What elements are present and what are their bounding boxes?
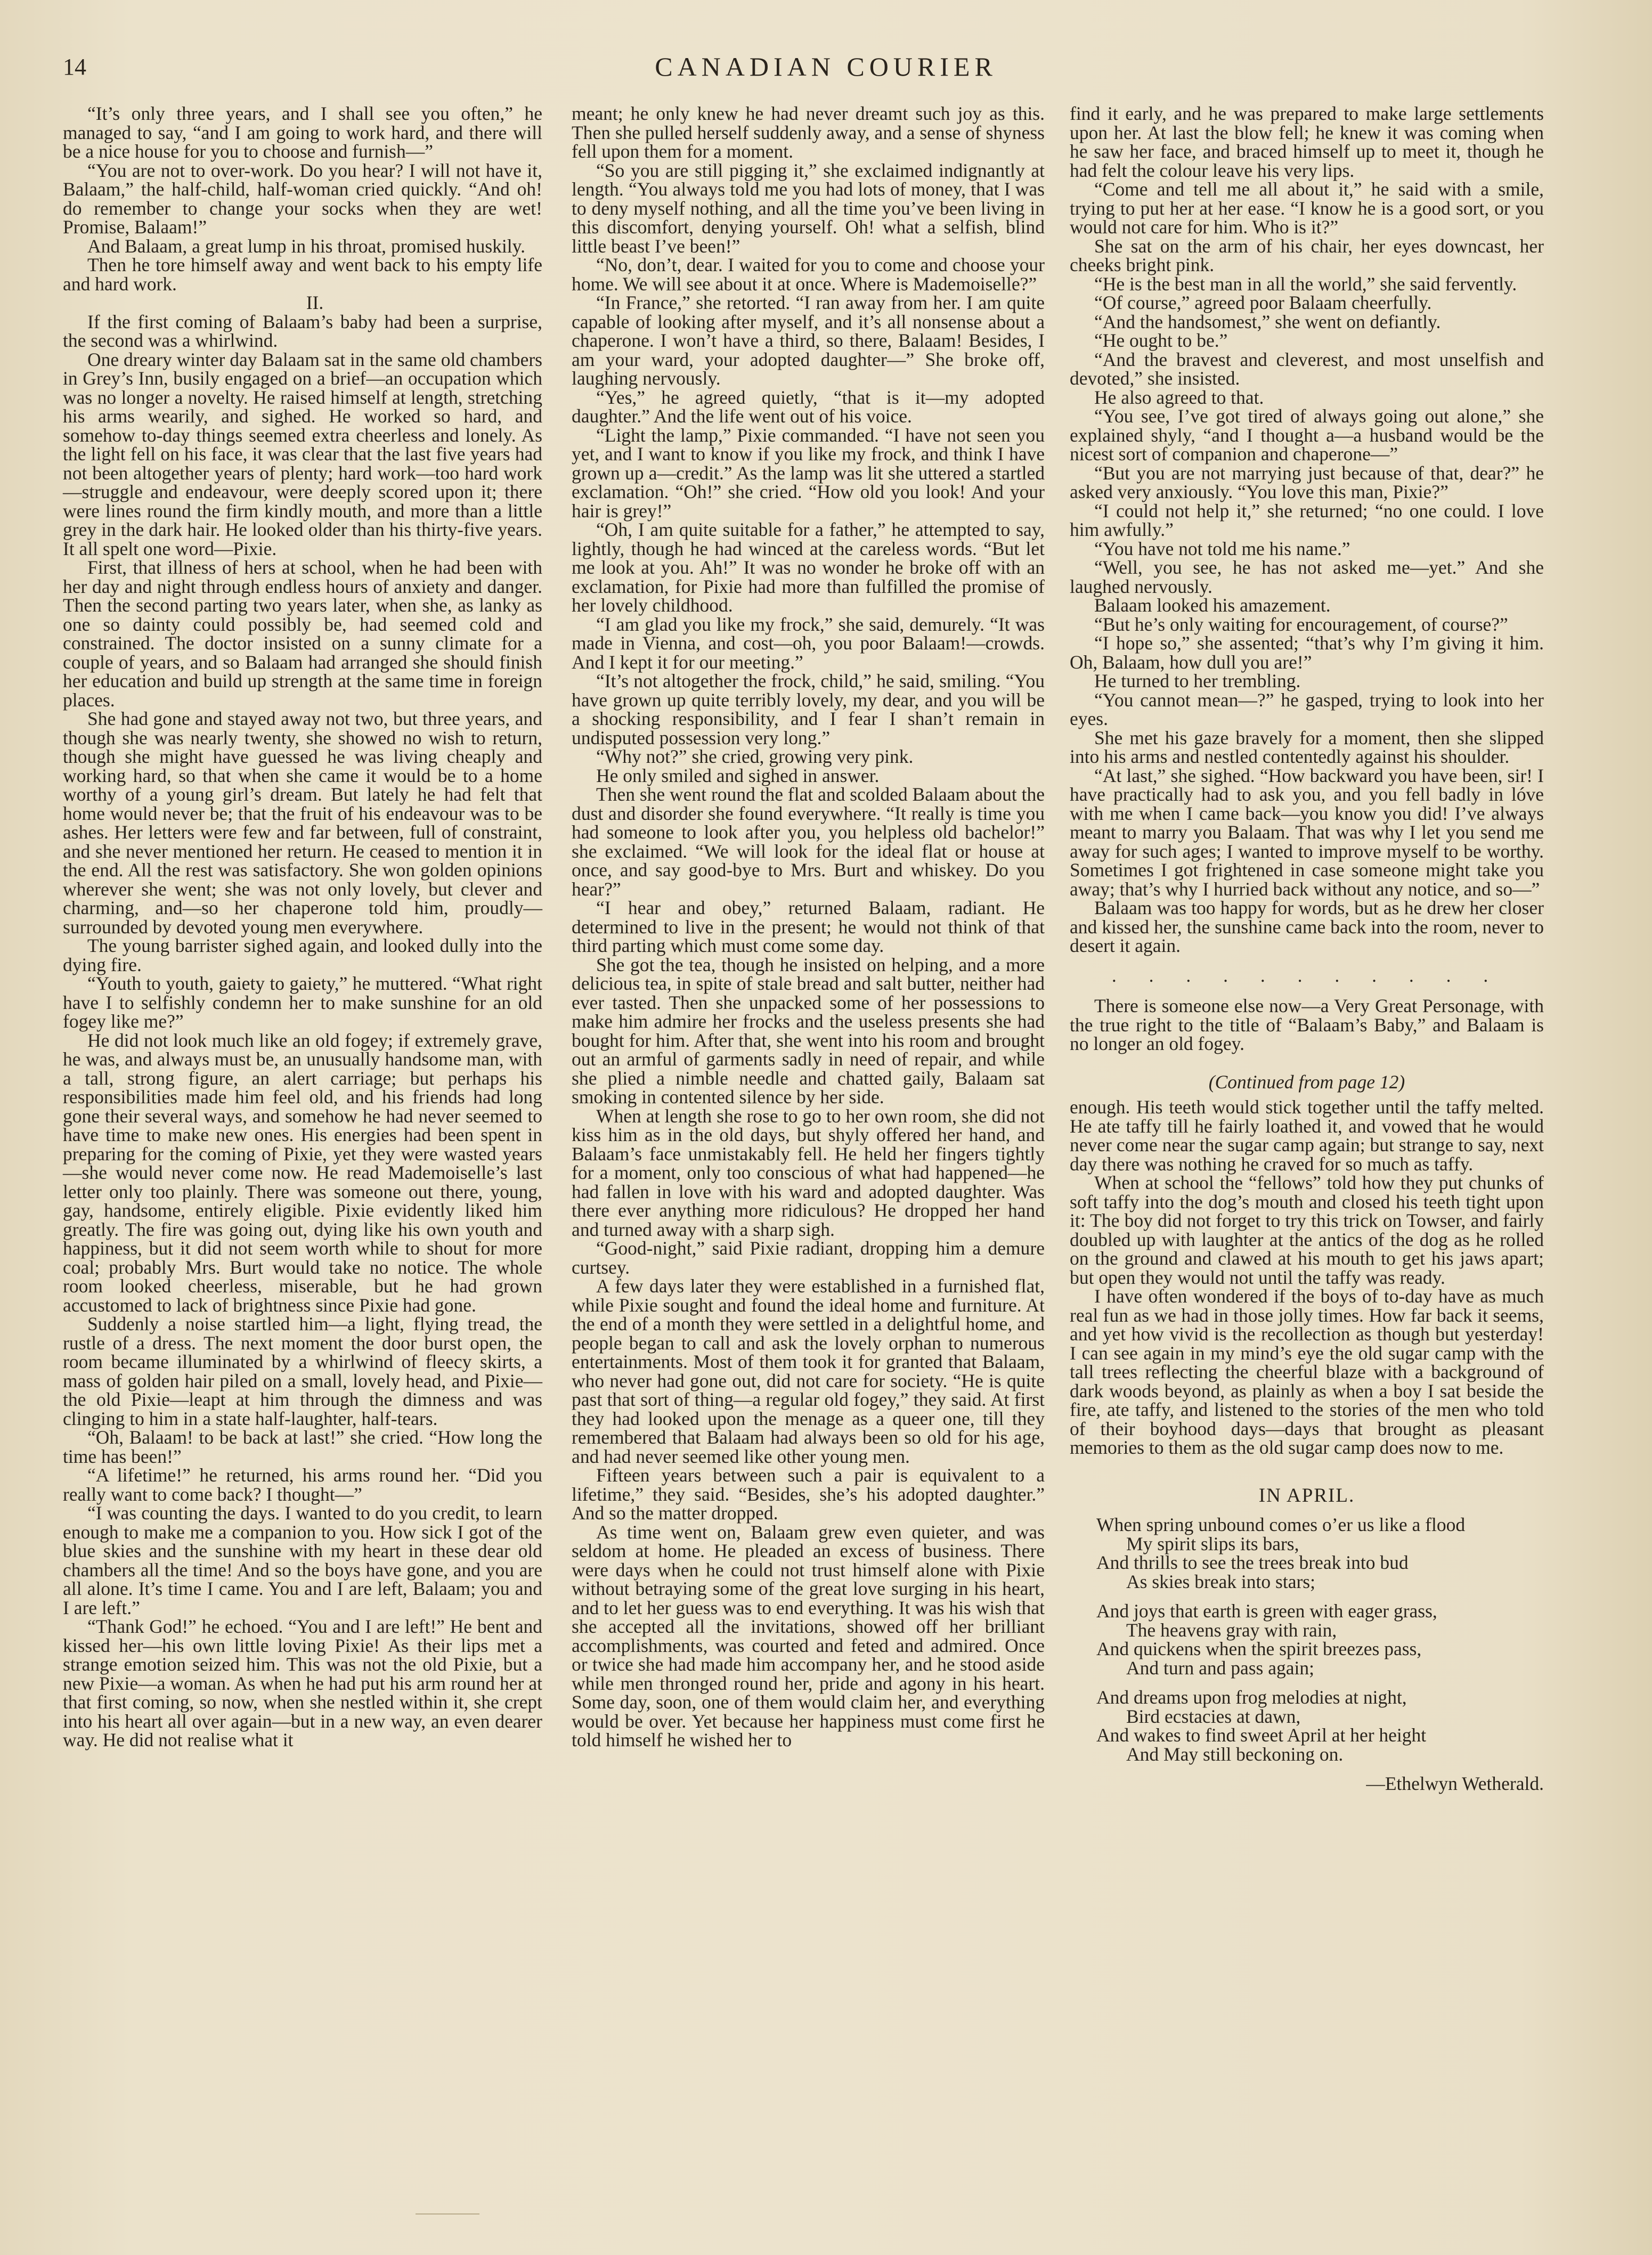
paragraph: “But you are not marrying just because of that, dear?” he asked very anxiously. “You love this man, Pixie?” — [1070, 462, 1544, 502]
paragraph: First, that illness of hers at school, when he had been with her day and night through endless hours of anxiety and danger. Then the second parting two years later, when she, as lanky as one so dainty could possibly be, had seemed cold and constrained. The doctor insisted on a sunny climate for a couple of years, and so Balaam had arranged she should finish her education and build up strength at the same time in foreign places. — [63, 557, 542, 711]
paragraph: “No, don’t, dear. I waited for you to come and choose your home. We will see about it at once. Where is Mademoiselle?” — [572, 254, 1045, 295]
paragraph: He did not look much like an old fogey; if extremely grave, he was, and always must be, an unusually handsome man, with a tall, strong figure, an alert carriage; but perhaps his responsibilities made him feel old, and his friends had long gone their several ways, and somehow he had never seemed to have time to make new ones. His energies had been spent in preparing for the coming of Pixie, yet they were wasted years—she would never come now. He read Mademoiselle’s last letter only too plainly. There was someone out there, young, gay, handsome, entirely eligible. Pixie evidently liked him greatly. The fire was going out, dying like his own youth and happiness, but it did not seem worth while to shout for more coal; probably Mrs. Burt would take no notice. The whole room looked cheerless, miserable, but he had grown accustomed to lack of brightness since Pixie had gone. — [63, 1029, 542, 1316]
column-2 — [572, 104, 1045, 1750]
paragraph: She had gone and stayed away not two, but three years, and though she was nearly twenty, she showed no wish to return, though she might have guessed he was living cheaply and working hard, so that when she came it would be to a home worthy of a young girl’s dream. But lately he had felt that home would never be; that the fruit of his endeavour was to be ashes. Her letters were few and far between, full of constraint, and she never mentioned her return. He ceased to mention it in the end. All the rest was satisfactory. She won golden opinions wherever she went; she was not only lovely, but clever and charming, and—so her chaperone told him, proudly—surrounded by devoted young men everywhere. — [63, 708, 542, 938]
poem-title: IN APRIL. — [1258, 1484, 1355, 1507]
column-1 — [63, 104, 542, 1750]
continued-from-note: (Continued from page 12) — [1208, 1071, 1405, 1093]
paragraph: “And the handsomest,” she went on defiantly. — [1094, 311, 1441, 332]
paragraph: “He ought to be.” — [1094, 330, 1228, 351]
paragraph: I have often wondered if the boys of to-day have as much real fun as we had in those jolly times. How far back it seems, and yet how vivid is the recollection as though but yesterday! I can see again in my mind’s eye the old sugar camp with the tall trees reflecting the cheerful blaze with a background of dark woods beyond, as plainly as when a boy I sat beside the fire, ate taffy, and listened to the stories of the men who told of their boyhood days—days that brought as pleasant memories to them as the old sugar camp does now to me. — [1070, 1285, 1544, 1458]
paragraph: meant; he only knew he had never dreamt such joy as this. Then she pulled herself suddenly away, and a sense of shyness fell upon them for a moment. — [572, 103, 1045, 162]
poem-line: When spring unbound comes o’er us like a flood — [1096, 1514, 1466, 1535]
poem-line: And wakes to find sweet April at her height — [1096, 1724, 1427, 1746]
paragraph: Fifteen years between such a pair is equivalent to a lifetime,” they said. “Besides, she’s his adopted daughter.” And so the matter dropped. — [572, 1464, 1045, 1524]
paragraph: “Of course,” agreed poor Balaam cheerfully. — [1094, 292, 1432, 313]
paragraph: There is someone else now—a Very Great Personage, with the true right to the title of “Balaam’s Baby,” and Balaam is no longer an old fogey. — [1070, 995, 1544, 1054]
poem-line: And May still beckoning on. — [1126, 1743, 1344, 1765]
paragraph: “You are not to over-work. Do you hear? I will not have it, Balaam,” the half-child, half-woman cried quickly. “And oh! do remember to change your socks when they are wet! Promise, Balaam!” — [63, 159, 542, 238]
paragraph: Balaam looked his amazement. — [1094, 595, 1331, 616]
paragraph: “So you are still pigging it,” she exclaimed indignantly at length. “You always told me you had lots of money, that I was to deny myself nothing, and all the time you’ve been living in this discomfort, denying yourself. Oh! what a selfish, blind little beast I’ve been!” — [572, 159, 1045, 257]
paragraph: As time went on, Balaam grew even quieter, and was seldom at home. He pleaded an excess of business. There were days when he could not trust himself alone with Pixie without betraying some of the great love surging in his heart, and to let her guess was to end everything. It was his wish that she accepted all the invitations, showed off her brilliant accomplishments, was courted and feted and admired. Once or twice she had made him accompany her, and he stood aside while men thronged round her, pride and agony in his heart. Some day, soon, one of them would claim her, and everything would be over. Yet because her happiness must come first he told himself he wished her to — [572, 1521, 1045, 1751]
poem-line: And thrills to see the trees break into bud — [1096, 1552, 1409, 1573]
paragraph: A few days later they were established in a furnished flat, while Pixie sought and found the ideal home and furniture. At the end of a month they were settled in a delightful home, and people began to call and ask the lovely orphan to numerous entertainments. Most of them took it for granted that Balaam, who never had gone out, did not care for society. “He is quite past that sort of thing—a regular old fogey,” they said. At first they had looked upon the menage as a queer one, till they remembered that Balaam had always been so old for his age, and had never seemed like other young men. — [572, 1275, 1045, 1467]
poem-line: As skies break into stars; — [1126, 1570, 1315, 1592]
paragraph: She sat on the arm of his chair, her eyes downcast, her cheeks bright pink. — [1070, 235, 1544, 275]
paragraph: “I hear and obey,” returned Balaam, radiant. He determined to live in the present; he would not think of that third parting which must come some day. — [572, 897, 1045, 956]
paragraph: One dreary winter day Balaam sat in the same old chambers in Grey’s Inn, busily engaged on a brief—an occupation which was no longer a novelty. He raised himself at length, stretching his arms wearily, and sighed. He worked so hard, and somehow to-day things seemed extra cheerless and lonely. As the light fell on his face, it was clear that the last five years had not been altogether years of plenty; hard work—too hard work—struggle and endeavour, were deeply scored upon it; there were lines round the firm kindly mouth, and more than a little grey in the dark hair. He looked older than his thirty-five years. It all spelt one word—Pixie. — [63, 348, 542, 559]
poem-line: The heavens gray with rain, — [1126, 1619, 1337, 1641]
paragraph: “Oh, I am quite suitable for a father,” he attempted to say, lightly, though he had winced at the careless words. “But let me look at you. Ah!” It was no wonder he broke off with an exclamation, for Pixie had more than fulfilled the promise of her lovely childhood. — [572, 519, 1045, 616]
paragraph: “You cannot mean—?” he gasped, trying to look into her eyes. — [1070, 689, 1544, 729]
paragraph: He only smiled and sighed in answer. — [596, 764, 880, 786]
paragraph: He also agreed to that. — [1094, 386, 1264, 408]
poem-line: And quickens when the spirit breezes pass, — [1096, 1638, 1422, 1659]
paragraph: She met his gaze bravely for a moment, then she slipped into his arms and nestled contentedly against his shoulder. — [1070, 727, 1544, 767]
paragraph: “I could not help it,” she returned; “no one could. I love him awfully.” — [1070, 500, 1544, 540]
paragraph: “And the bravest and cleverest, and most unselfish and devoted,” she insisted. — [1070, 348, 1544, 389]
section-break-dots: . . . . . . . . . . . — [1111, 964, 1502, 986]
page-number: 14 — [63, 54, 86, 80]
poem-stanza — [1096, 1516, 1544, 1591]
paragraph: “I am glad you like my frock,” she said, demurely. “It was made in Vienna, and cost—oh, you poor Balaam!—crowds. And I kept it for our meeting.” — [572, 613, 1045, 673]
poem-line: And joys that earth is green with eager grass, — [1096, 1600, 1437, 1622]
poem-author: —Ethelwyn Wetherald. — [1366, 1773, 1544, 1794]
paragraph: “But he’s only waiting for encouragement, of course?” — [1094, 613, 1508, 635]
poem — [1096, 1516, 1544, 1794]
poem-line: Bird ecstacies at dawn, — [1126, 1705, 1301, 1727]
paragraph: He turned to her trembling. — [1094, 670, 1301, 691]
paragraph: Suddenly a noise startled him—a light, flying tread, the rustle of a dress. The next moment the door burst open, the room became illuminated by a whirlwind of fleecy skirts, a mass of golden hair piled on a small, lovely head, and Pixie—the old Pixie—leapt at him through the dimness and was clinging to him in a state half-laughter, half-tears. — [63, 1313, 542, 1429]
paragraph: “Thank God!” he echoed. “You and I are left!” He bent and kissed her—his own little loving Pixie! As their lips met a strange emotion seized him. This was not the old Pixie, but a new Pixie—a woman. As when he had put his arm round her at that first coming, so now, when she nestled within it, she crept into his heart all over again—but in a new way, an even dearer way. He did not realise what it — [63, 1616, 542, 1751]
paragraph: “It’s not altogether the frock, child,” he said, smiling. “You have grown up quite terribly lovely, my dear, and you will be a shocking responsibility, and I fear I shan’t remain in undisputed possession very long.” — [572, 670, 1045, 748]
paragraph: She got the tea, though he insisted on helping, and a more delicious tea, in spite of stale bread and salt butter, neither had ever tasted. Then she unpacked some of her possessions to make him admire her frocks and the useless presents she had bought for him. After that, she went into his room and brought out an armful of garments sadly in need of repair, and while she plied a nimble needle and chatted gaily, Balaam sat smoking in contented silence by her side. — [572, 954, 1045, 1108]
masthead: CANADIAN COURIER — [655, 52, 997, 82]
paragraph: When at length she rose to go to her own room, she did not kiss him as in the old days, but shyly offered her hand, and Balaam’s face unmistakably fell. He held her fingers tightly for a moment, only too conscious of what had happened—he had fallen in love with his ward and adopted daughter. Was there ever anything more ridiculous? He dropped her hand and turned away with a sharp sigh. — [572, 1105, 1045, 1240]
paragraph: “In France,” she retorted. “I ran away from her. I am quite capable of looking after myself, and it’s all nonsense about a chaperone. I won’t have a third, so there, Balaam! Besides, I am your ward, your adopted daughter—” She broke off, laughing nervously. — [572, 292, 1045, 389]
paragraph: “Good-night,” said Pixie radiant, dropping him a demure curtsey. — [572, 1238, 1045, 1278]
paragraph: “You see, I’ve got tired of always going out alone,” she explained shyly, “and I thought a—a husband would be the nicest sort of companion and chaperone—” — [1070, 405, 1544, 465]
paragraph: “I hope so,” she assented; “that’s why I’m giving it him. Oh, Balaam, how dull you are!” — [1070, 632, 1544, 673]
paragraph: Then she went round the flat and scolded Balaam about the dust and disorder she found everywhere. “It really is time you had someone to look after you, you helpless old bachelor!” she exclaimed. “We will look for the ideal flat or house at once, and say good-bye to Mrs. Burt and whiskey. Do you hear?” — [572, 784, 1045, 900]
paragraph: And Balaam, a great lump in his throat, promised huskily. — [87, 235, 525, 257]
paragraph: “Come and tell me all about it,” he said with a smile, trying to put her at her ease. “I know he is a good sort, or you would not care for him. Who is it?” — [1070, 178, 1544, 238]
paragraph: The young barrister sighed again, and looked dully into the dying fire. — [63, 935, 542, 975]
column-3 — [1070, 104, 1544, 1794]
paragraph: find it early, and he was prepared to make large settlements upon her. At last the blow fell; he knew it was coming when he saw her face, and braced himself up to meet it, though he had felt the colour leave his very lips. — [1070, 103, 1544, 181]
paragraph: When at school the “fellows” told how they put chunks of soft taffy into the dog’s mouth and closed his teeth tight upon it: The boy did not forget to try this trick on Towser, and fairly doubled up with laughter at the antics of the dog as he rolled on the ground and clawed at his mouth to get his jaws apart; but open they would not until the taffy was ready. — [1070, 1172, 1544, 1288]
paragraph: “Light the lamp,” Pixie commanded. “I have not seen you yet, and I want to know if you like my frock, and think I have grown up a—credit.” As the lamp was lit she uttered a startled exclamation. “Oh!” she cried. “How old you look! And your hair is grey!” — [572, 424, 1045, 522]
paragraph: “Oh, Balaam! to be back at last!” she cried. “How long the time has been!” — [63, 1427, 542, 1467]
paragraph: “Well, you see, he has not asked me—yet.” And she laughed nervously. — [1070, 557, 1544, 597]
paragraph: enough. His teeth would stick together until the taffy melted. He ate taffy till he fairly loathed it, and vowed that he would never come near the sugar camp again; but strange to say, next day there was nothing he craved for so much as taffy. — [1070, 1096, 1544, 1175]
paragraph: “Yes,” he agreed quietly, “that is it—my adopted daughter.” And the life went out of his voice. — [572, 386, 1045, 427]
poem-line: And dreams upon frog melodies at night, — [1096, 1687, 1407, 1708]
paragraph: “At last,” she sighed. “How backward you have been, sir! I have practically had to ask you, and you fell badly in lóve with me when I came back—you know you did! I’ve always meant to marry you Balaam. That was why I let you send me away for such ages; I wanted to improve myself to be worthy. Sometimes I got frightened in case someone might take you away; that’s why I hurried back without any notice, and so—” — [1070, 764, 1544, 900]
bottom-rule — [416, 2213, 479, 2215]
paragraph: “Why not?” she cried, growing very pink. — [596, 746, 914, 767]
paragraph: Balaam was too happy for words, but as he drew her closer and kissed her, the sunshine came back into the room, never to desert it again. — [1070, 897, 1544, 956]
paragraph: “It’s only three years, and I shall see you often,” he managed to say, “and I am going to work hard, and there will be a nice house for you to choose and furnish—” — [63, 103, 542, 162]
paragraph: Then he tore himself away and went back to his empty life and hard work. — [63, 254, 542, 295]
paragraph: “A lifetime!” he returned, his arms round her. “Did you really want to come back? I thought—” — [63, 1464, 542, 1505]
poem-stanza — [1096, 1688, 1544, 1764]
paragraph: “You have not told me his name.” — [1094, 538, 1350, 559]
poem-line: And turn and pass again; — [1126, 1657, 1314, 1679]
paragraph: “I was counting the days. I wanted to do you credit, to learn enough to make me a companion to you. How sick I got of the blue skies and the sunshine with my heart in these dear old chambers all the time! And so the boys have gone, and you are all alone. It’s time I came. You and I are left, Balaam; you and I are left.” — [63, 1502, 542, 1618]
poem-stanza — [1096, 1602, 1544, 1678]
paragraph: If the first coming of Balaam’s baby had been a surprise, the second was a whirlwind. — [63, 311, 542, 351]
poem-line: My spirit slips its bars, — [1126, 1533, 1299, 1554]
paragraph: “He is the best man in all the world,” she said fervently. — [1094, 273, 1517, 295]
paragraph: “Youth to youth, gaiety to gaiety,” he muttered. “What right have I to selfishly condemn her to make sunshine for an old fogey like me?” — [63, 973, 542, 1032]
section-number: II. — [306, 292, 324, 313]
